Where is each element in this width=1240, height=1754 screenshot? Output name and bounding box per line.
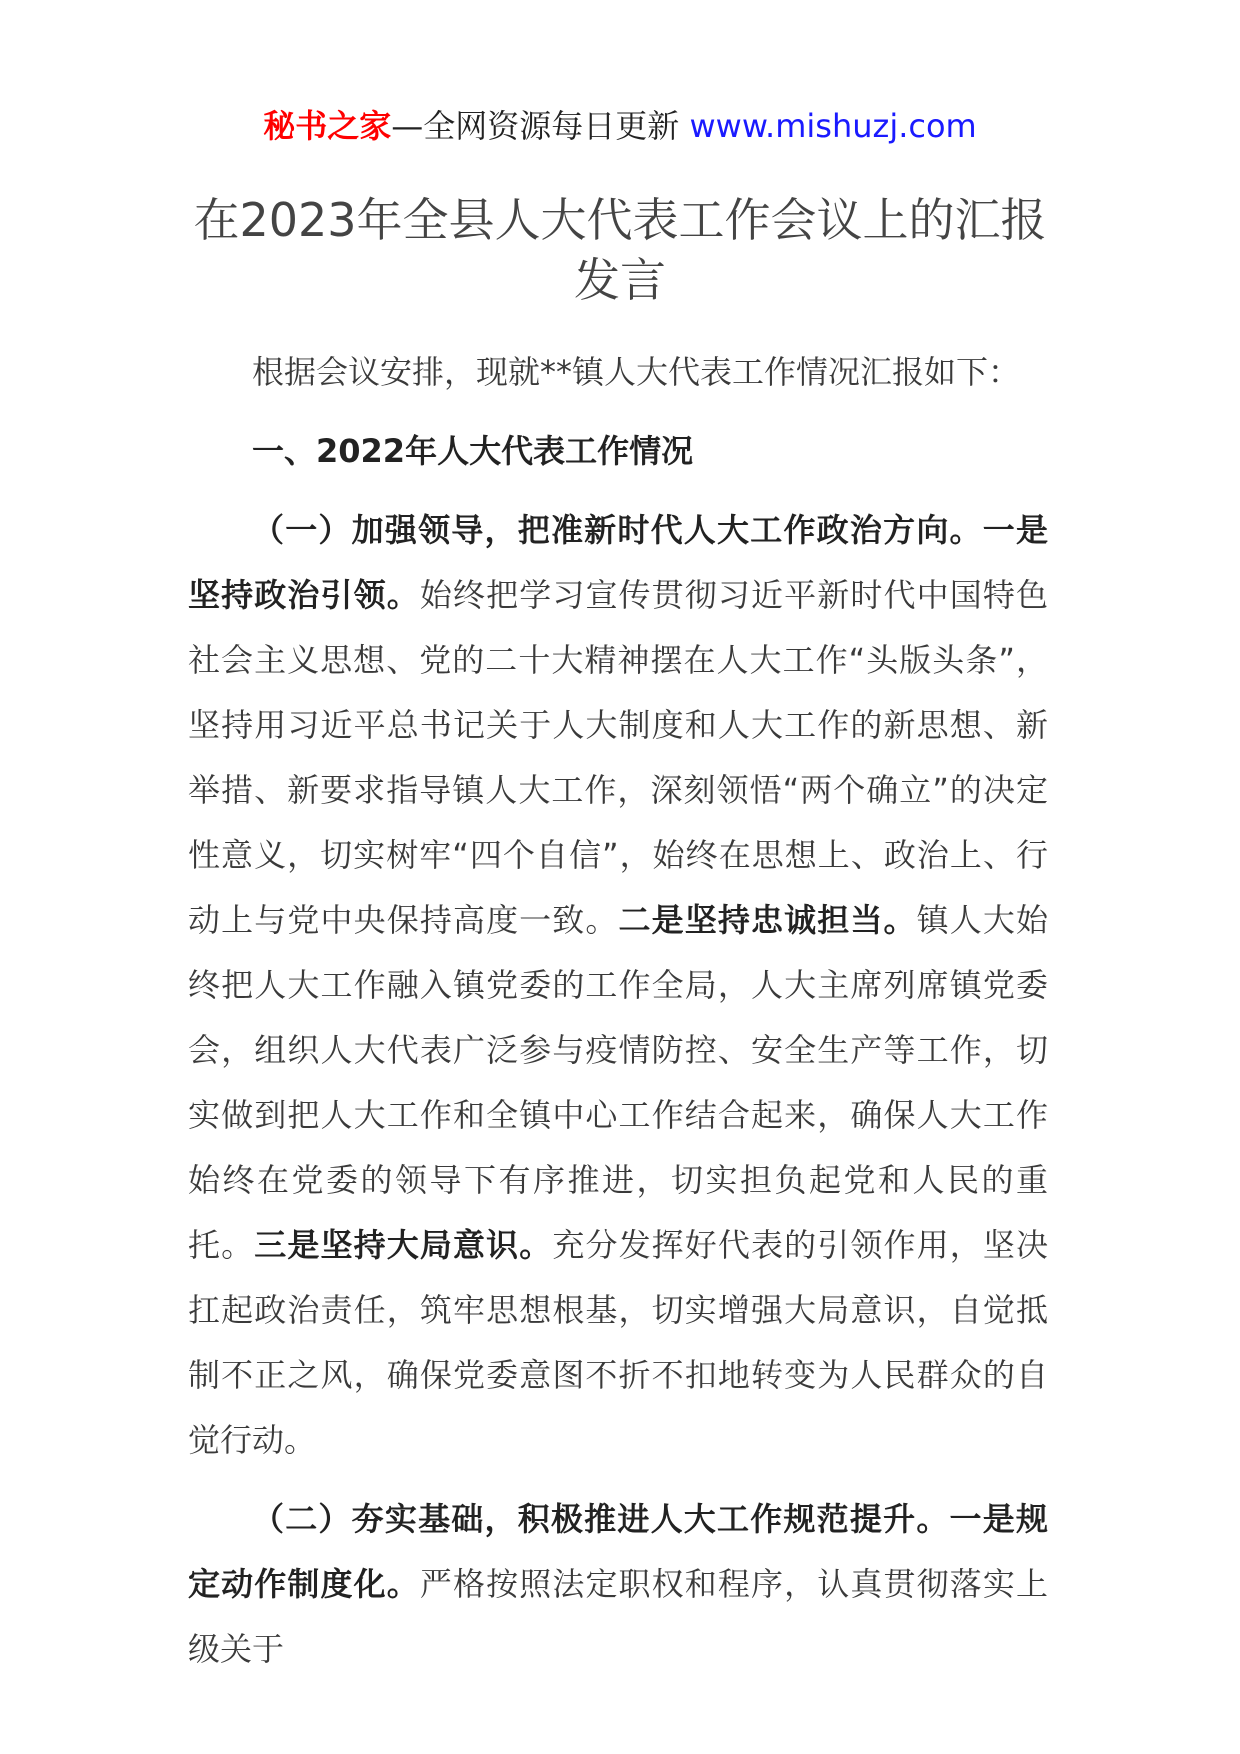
point-title: 二是坚持忠诚担当。 (618, 901, 917, 939)
document-body (188, 340, 1048, 1696)
subsection-lead: （一）加强领导，把准新时代人大工作政治方向。 (252, 511, 983, 549)
paragraph-foundation (188, 1487, 1048, 1682)
site-url-link[interactable]: www.mishuzj.com (689, 107, 977, 145)
intro-paragraph: 根据会议安排，现就**镇人大代表工作情况汇报如下： (252, 353, 1021, 391)
brand-name: 秘书之家 (263, 107, 392, 145)
point-text: 充分发挥好代表的引领作用，坚决扛起政治责任，筑牢思想根基，切实增强大局意识，自觉抵制不正之风，确保党委意图不折不扣地转变为人民群众的自觉行动。 (188, 1226, 1048, 1459)
point-title: 一是坚持政治引领。 (188, 511, 1048, 614)
site-banner (0, 104, 1240, 148)
point-title: 三是坚持大局意识。 (254, 1226, 553, 1264)
point-text: 镇人大始终把人大工作融入镇党委的工作全局，人大主席列席镇党委会，组织人大代表广泛参与疫情防控、安全生产等工作，切实做到把人大工作和全镇中心工作结合起来，确保人大工作始终在党委的领导下有序推进，切实担负起党和人民的重托。 (188, 901, 1048, 1264)
point-title: 一是规定动作制度化。 (188, 1500, 1048, 1603)
subsection-lead: （二）夯实基础，积极推进人大工作规范提升。 (252, 1500, 950, 1538)
paragraph-leadership (188, 498, 1048, 1473)
point-text: 严格按照法定职权和程序，认真贯彻落实上级关于 (188, 1565, 1048, 1668)
document-title: 在2023年全县人大代表工作会议上的汇报发言 (193, 193, 1047, 307)
point-text: 始终把学习宣传贯彻习近平新时代中国特色社会主义思想、党的二十大精神摆在人大工作“头版头条”，坚持用习近平总书记关于人大制度和人大工作的新思想、新举措、新要求指导镇人大工作，深刻领悟“两个确立”的决定性意义，切实树牢“四个自信”，始终在思想上、政治上、行动上与党中央保持高度一致。 (188, 576, 1048, 939)
section-heading: 一、2022年人大代表工作情况 (252, 432, 694, 470)
banner-slogan: —全网资源每日更新 (391, 107, 680, 145)
